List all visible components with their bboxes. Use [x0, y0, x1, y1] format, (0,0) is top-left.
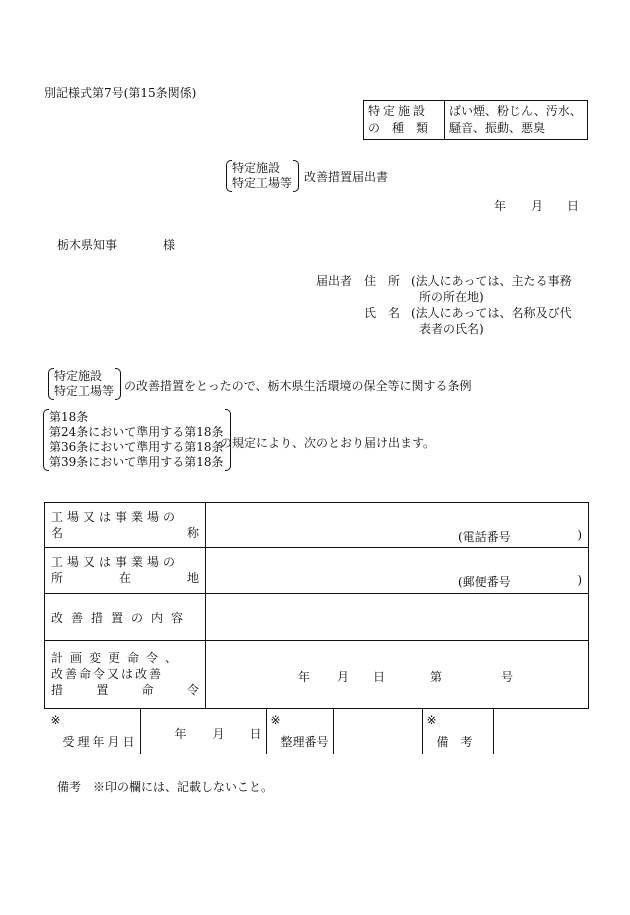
- facility-type-table: [363, 100, 588, 140]
- table-row: [45, 503, 589, 548]
- title-brace-line1: 特定施設: [232, 161, 281, 175]
- row4-label-line2: 改善命令又は改善: [51, 667, 164, 681]
- number-mark: ※: [270, 713, 281, 727]
- row4-label-line1: 計画変更命令、: [51, 651, 185, 665]
- row2-label-char: 所: [51, 571, 64, 585]
- order-day: 日: [373, 670, 386, 684]
- row1-label-line1-text: 工場又は事業場の: [51, 510, 180, 524]
- receipt-month: 月: [212, 727, 225, 741]
- row-value-content[interactable]: [206, 594, 589, 641]
- row-value-location[interactable]: [206, 548, 589, 594]
- number-label: 整理番号: [280, 735, 329, 749]
- facility-type-value-line2: 騒音、振動、悪臭: [449, 121, 546, 135]
- number-label-cell: [266, 709, 333, 754]
- address-label: 住 所: [364, 274, 401, 288]
- body-brace-facility: [48, 368, 121, 400]
- postal-note-close: ): [577, 573, 582, 587]
- table-row: [45, 594, 589, 641]
- date-year: 年: [494, 199, 507, 213]
- row-value-orders[interactable]: [206, 641, 589, 709]
- row-label-name: [45, 503, 206, 548]
- body-brace-line1: 特定施設: [54, 369, 103, 383]
- receipt-label: 受理年月日: [62, 735, 138, 749]
- order-month: 月: [337, 670, 350, 684]
- form-label: 別記様式第7号(第15条関係): [44, 86, 197, 100]
- row1-label-char: 称: [186, 526, 199, 540]
- addressee-name: 栃木県知事: [57, 238, 118, 252]
- row4-label-char: 令: [186, 683, 199, 697]
- address-note-line2: 所の所在地): [419, 290, 484, 304]
- body-brace-line2: 特定工場等: [54, 384, 115, 398]
- row4-label-line3: [51, 682, 199, 698]
- phone-note: (電話番号: [458, 530, 511, 544]
- row2-label-char: 在: [118, 571, 131, 585]
- facility-type-header-line1: 特定施設: [368, 104, 429, 118]
- postal-note: (郵便番号: [458, 575, 511, 589]
- row3-label: 改善措置の内容: [51, 611, 192, 625]
- remarks-value-cell[interactable]: [493, 709, 589, 754]
- title-brace: [226, 160, 299, 192]
- address-note-line1: (法人にあっては、主たる事務: [411, 274, 572, 288]
- footer-table: [45, 709, 589, 754]
- row-label-location: [45, 548, 206, 594]
- remarks-label: 備 考: [436, 735, 473, 749]
- order-year: 年: [298, 670, 311, 684]
- row1-label-line1: [51, 509, 199, 525]
- facility-type-header: [364, 101, 445, 140]
- footnote: 備考 ※印の欄には、記載しないこと。: [57, 780, 274, 794]
- date-month: 月: [531, 199, 544, 213]
- table-row: [45, 548, 589, 594]
- article-line: 第24条において準用する第18条: [49, 425, 224, 439]
- row-label-orders: [45, 641, 206, 709]
- name-label: 氏 名: [364, 306, 401, 320]
- main-form-table: [44, 502, 589, 754]
- article-line: 第18条: [49, 410, 89, 424]
- phone-note-close: ): [577, 528, 582, 542]
- table-row: [45, 709, 589, 755]
- receipt-date-cell[interactable]: [140, 709, 266, 754]
- row-label-content: [45, 594, 206, 641]
- receipt-day: 日: [249, 727, 262, 741]
- receipt-mark: ※: [50, 713, 61, 727]
- body-brace-articles: [43, 409, 231, 471]
- body-sentence1: の改善措置をとったので、栃木県生活環境の保全等に関する条例: [124, 379, 472, 393]
- submitter-label: 届出者: [316, 274, 353, 288]
- number-value-cell[interactable]: [333, 709, 422, 754]
- article-line: 第36条において準用する第18条: [49, 440, 224, 454]
- row2-label-line1: 工場又は事業場の: [51, 555, 180, 569]
- row1-label-line2: [51, 525, 199, 541]
- name-note-line1: (法人にあっては、名称及び代: [411, 306, 572, 320]
- order-number-suffix: 号: [501, 670, 514, 684]
- facility-type-value-line1: ばい煙、粉じん、汚水、: [449, 104, 582, 118]
- row-value-name[interactable]: [206, 503, 589, 548]
- date-day: 日: [567, 199, 580, 213]
- row4-label-char: 置: [96, 683, 109, 697]
- row2-label-char: 地: [186, 571, 199, 585]
- row4-label-char: 措: [51, 683, 64, 697]
- remarks-mark: ※: [426, 713, 437, 727]
- row1-label-char: 名: [51, 526, 64, 540]
- name-note-line2: 表者の氏名): [419, 322, 484, 336]
- facility-type-header-line2: の 種 類: [368, 121, 429, 135]
- page-title: 改善措置届出書: [304, 170, 389, 184]
- article-line: 第39条において準用する第18条: [49, 455, 224, 469]
- row4-label-char: 命: [141, 683, 154, 697]
- order-number-prefix: 第: [430, 670, 443, 684]
- remarks-label-cell: [422, 709, 493, 754]
- body-sentence2: の規定により、次のとおり届け出ます。: [220, 436, 436, 450]
- receipt-year: 年: [174, 727, 187, 741]
- receipt-label-cell: [45, 709, 141, 754]
- facility-type-value: [445, 101, 588, 140]
- title-brace-line2: 特定工場等: [232, 176, 293, 190]
- row2-label-line2: [51, 570, 199, 586]
- addressee-honorific: 様: [163, 238, 176, 252]
- footer-row: [45, 709, 589, 755]
- table-row: [45, 641, 589, 709]
